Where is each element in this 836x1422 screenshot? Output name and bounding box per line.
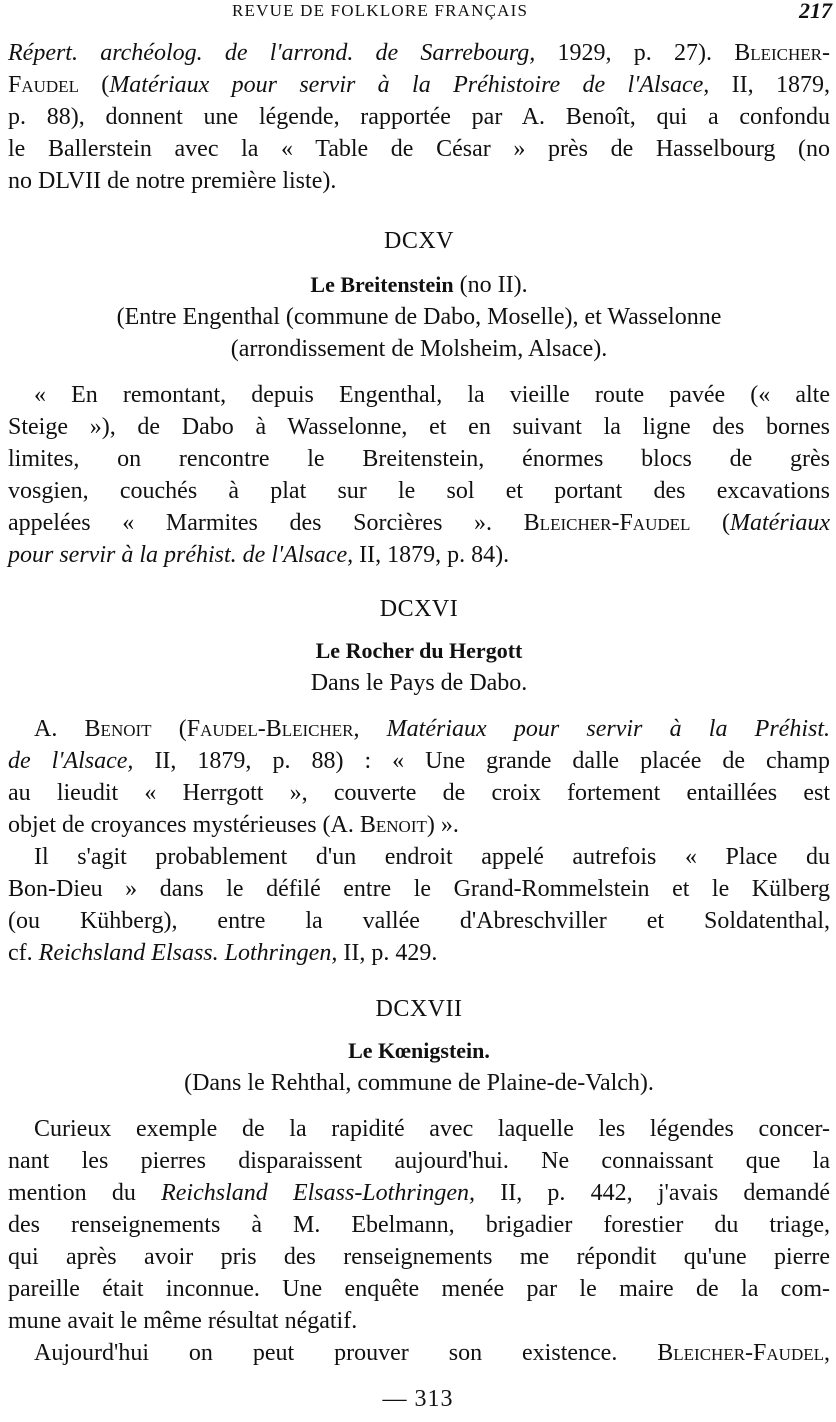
- header-page-number: 217: [799, 0, 832, 23]
- intro-line: Faudel (Matériaux pour servir à la Préhistoire de l'Alsace, II, 1879,: [8, 72, 831, 98]
- intro-line: p. 88), donnent une légende, rapportée par A. Benoît, qui a confondu: [8, 104, 830, 130]
- text-line: qui après avoir pris des renseignements me répondit qu'une pierre: [8, 1244, 830, 1270]
- footer-page-number: — 313: [382, 1386, 454, 1412]
- text-line: nant les pierres disparaissent aujourd'hui. Ne connaissant que la: [8, 1148, 830, 1174]
- section-location: Dans le Pays de Dabo.: [310, 670, 528, 696]
- section-number: DCXV: [383, 228, 454, 254]
- text-line: au lieudit « Herrgott », couverte de croix fortement entaillées est: [8, 780, 830, 806]
- intro-line: no DLVII de notre première liste).: [8, 168, 337, 194]
- text-line: « En remontant, depuis Engenthal, la vieille route pavée (« alte: [34, 382, 830, 408]
- text-line: pareille était inconnue. Une enquête menée par le maire de la com-: [8, 1276, 830, 1302]
- page-header: [0, 0, 836, 30]
- section-number: DCXVI: [379, 596, 459, 622]
- text-line: des renseignements à M. Ebelmann, brigadier forestier du triage,: [8, 1212, 830, 1238]
- section-location: (Dans le Rehthal, commune de Plaine-de-Valch).: [184, 1070, 654, 1096]
- text-line: (ou Kühberg), entre la vallée d'Abreschviller et Soldatenthal,: [8, 908, 830, 934]
- text-line: de l'Alsace, II, 1879, p. 88) : « Une grande dalle placée de champ: [8, 748, 830, 774]
- section-title: Le Kœnigstein.: [348, 1038, 490, 1063]
- text-line: Bon-Dieu » dans le défilé entre le Grand-Rommelstein et le Külberg: [8, 876, 830, 902]
- text-line: mention du Reichsland Elsass-Lothringen, II, p. 442, j'avais demandé: [8, 1180, 831, 1206]
- text-line: Steige »), de Dabo à Wasselonne, et en suivant la ligne des bornes: [8, 414, 830, 440]
- section-title: Le Rocher du Hergott: [315, 638, 523, 663]
- text-line: A. Benoit (Faudel-Bleicher, Matériaux pour servir à la Préhist.: [34, 716, 830, 742]
- text-line: mune avait le même résultat négatif.: [8, 1308, 358, 1334]
- text-line: objet de croyances mystérieuses (A. Benoit) ».: [8, 812, 459, 838]
- text-line: Curieux exemple de la rapidité avec laquelle les légendes concer-: [34, 1116, 830, 1142]
- section-number: DCXVII: [375, 996, 463, 1022]
- text-line: appelées « Marmites des Sorcières ». Bleicher-Faudel (Matériaux: [8, 510, 830, 536]
- intro-line: le Ballerstein avec la « Table de César » près de Hasselbourg (no: [8, 136, 830, 162]
- section-title: Le Breitenstein (no II).: [310, 272, 528, 298]
- section-location: (arrondissement de Molsheim, Alsace).: [230, 336, 608, 362]
- text-line: cf. Reichsland Elsass. Lothringen, II, p. 429.: [8, 940, 438, 966]
- text-line: vosgien, couchés à plat sur le sol et portant des excavations: [8, 478, 830, 504]
- text-line: limites, on rencontre le Breitenstein, énormes blocs de grès: [8, 446, 830, 472]
- running-title: REVUE DE FOLKLORE FRANÇAIS: [232, 1, 529, 20]
- section-location: (Entre Engenthal (commune de Dabo, Moselle), et Wasselonne: [116, 304, 722, 330]
- text-line: pour servir à la préhist. de l'Alsace, II, 1879, p. 84).: [8, 542, 510, 568]
- intro-line: Répert. archéolog. de l'arrond. de Sarrebourg, 1929, p. 27). Bleicher-: [8, 40, 830, 66]
- text-line: Aujourd'hui on peut prouver son existence. Bleicher-Faudel,: [34, 1340, 830, 1366]
- text-line: Il s'agit probablement d'un endroit appelé autrefois « Place du: [34, 844, 830, 870]
